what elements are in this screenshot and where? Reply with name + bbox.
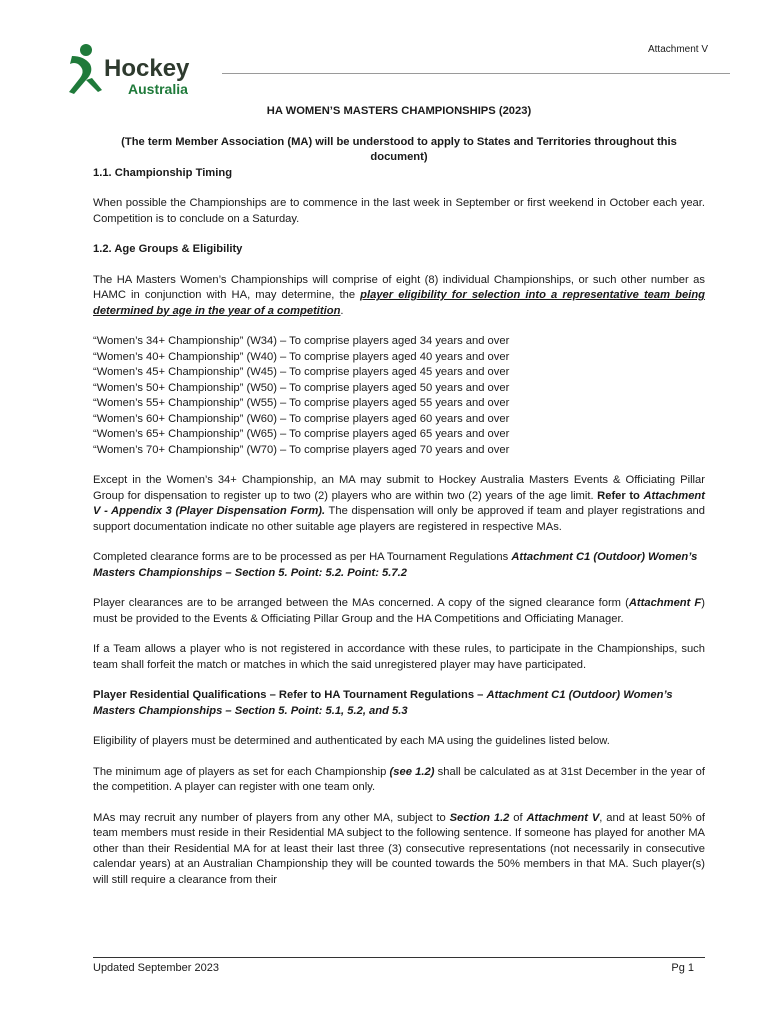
page-subtitle: (The term Member Association (MA) will be understood to apply to States and Territories throughout this document)	[121, 135, 677, 163]
division-item: “Women’s 50+ Championship” (W50) – To comprise players aged 50 years and over	[93, 381, 510, 394]
section-1-2-heading: 1.2. Age Groups & Eligibility	[93, 243, 243, 255]
division-item: “Women’s 55+ Championship” (W55) – To comprise players aged 55 years and over	[93, 397, 510, 409]
footer-rule	[93, 957, 705, 958]
clearance-ref: Attachment C1 (Outdoor) Women’s Masters Championships – Section 5. Point: 5.2. Point: 5.7.2	[93, 551, 698, 579]
footer-updated: Updated September 2023	[93, 962, 219, 974]
document-body	[93, 104, 705, 888]
logo-text-australia: Australia	[128, 81, 188, 97]
logo-stick	[86, 78, 102, 92]
eligibility-emphasis: player eligibility for selection into a representative team being determined by age in the year of a competition	[93, 289, 705, 317]
division-item: “Women’s 45+ Championship” (W45) – To comprise players aged 45 years and over	[93, 366, 510, 378]
division-item: “Women’s 34+ Championship” (W34) – To comprise players aged 34 years and over	[93, 335, 510, 347]
dispensation-paragraph: Except in the Women’s 34+ Championship, an MA may submit to Hockey Australia Masters Events & Officiating Pillar Group for dispensation to register up to two (2) players who are within two (2) years of the age limit. Refer to Attachment V - Appendix 3 (Player Dispensation Form). The dispensation will only be approved if team and player registrations and support documentation indicate no other suitable age players are registered in respective MAs.	[93, 474, 705, 533]
minimum-age-paragraph: The minimum age of players as set for each Championship (see 1.2) shall be calculated as at 31st December in the year of the competition. A player can register with one team only.	[93, 765, 705, 793]
logo-player	[69, 56, 91, 94]
division-item: “Women’s 60+ Championship” (W60) – To comprise players aged 60 years and over	[93, 412, 510, 425]
page-title: HA WOMEN’S MASTERS CHAMPIONSHIPS (2023)	[266, 105, 532, 117]
recruitment-paragraph: MAs may recruit any number of players from any other MA, subject to Section 1.2 of Attachment V, and at least 50% of team members must reside in their Residential MA subject to the following sentence. If someone has played for another MA other than their Residential MA for at least their last three (3) consecutive representations (not necessarily in consecutive calendar years) at an Australian Championship they will be counted towards the 50% members in that MA. Such player(s) will still require a clearance from their	[93, 811, 706, 886]
header-rule	[222, 73, 730, 74]
division-item: “Women’s 70+ Championship” (W70) – To comprise players aged 70 years and over	[93, 443, 510, 456]
section-1-2-intro: The HA Masters Women’s Championships will comprise of eight (8) individual Championships, or such other number as HAMC in conjunction with HA, may determine, the player eligibility for selection into a representative team being determined by age in the year of a competition.	[93, 273, 705, 317]
forfeit-paragraph: If a Team allows a player who is not registered in accordance with these rules, to participate in the Championships, such team shall forfeit the match or matches in which the said unregistered player may have participated.	[93, 643, 705, 671]
clearance-arrangement-paragraph: Player clearances are to be arranged between the MAs concerned. A copy of the signed clearance form (Attachment F) must be provided to the Events & Officiating Pillar Group and the HA Competitions and Officiating Manager.	[93, 597, 705, 625]
dispensation-form-ref: Attachment V - Appendix 3 (Player Dispensation Form).	[93, 489, 705, 517]
clearance-paragraph: Completed clearance forms are to be processed as per HA Tournament Regulations Attachment C1 (Outdoor) Women’s Masters Championships – Section 5. Point: 5.2. Point: 5.7.2	[93, 551, 698, 579]
attachment-label: Attachment V	[647, 44, 708, 55]
division-item: “Women’s 40+ Championship” (W40) – To comprise players aged 40 years and over	[93, 350, 510, 363]
section-1-1-text: When possible the Championships are to commence in the last week in September or first weekend in October each year. Competition is to conclude on a Saturday.	[93, 197, 705, 225]
section-1-1-heading: 1.1. Championship Timing	[93, 166, 233, 179]
division-list	[93, 334, 705, 458]
division-item: “Women’s 65+ Championship” (W65) – To comprise players aged 65 years and over	[93, 428, 510, 440]
footer-page-number: Pg 1	[671, 962, 694, 974]
logo-ball	[80, 44, 92, 56]
residential-heading: Player Residential Qualifications – Refer to HA Tournament Regulations – Attachment C1 (Outdoor) Women’s Masters Championships – Section 5. Point: 5.1, 5.2, and 5.3	[93, 689, 673, 717]
logo-text-hockey: Hockey	[104, 55, 190, 82]
eligibility-paragraph: Eligibility of players must be determined and authenticated by each MA using the guidelines listed below.	[93, 735, 610, 747]
hockey-australia-logo	[64, 42, 214, 100]
